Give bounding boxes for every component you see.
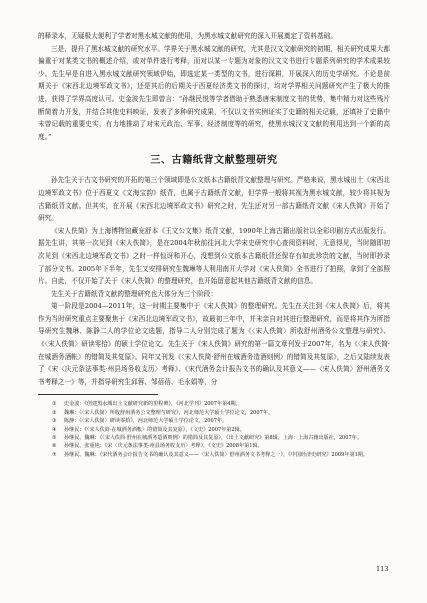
footnote: ⑤ 孙继民、魏琳：《〈宋人佚简·舒州在城酒务造酒则例〉的错简及其复原》，《出土文献研究》第8辑，上海：上海古籍出版社，2007年。 [52, 435, 362, 442]
paragraph-research-level: 三是，提升了黑水城文献的研究水平。学界关于黑水城文献的研究，尤其是汉文文献研究的初期，相关研究成果大都偏重于对某类文书的概述介绍，或对单件进行考释，而对以某一专题为对象的汉文文书进行专题系列研究的学术成果较少。先生早是自进入黑水城文献研究领域伊始，即选定某一类型的文书，进行深耕，开展深入的历史学研究。不论是前期关于《宋西北边境军政文书》，还是其后的后期关于西夏经济类文书的探讨，均对学界相关问题研究产生了极大的推进，获得了学界高度认可。史金波先生即曾言：“孙继民悦等学者借助于熟悉唐宋制度文书的优势，集中精力对这些残片断简着力开发，并结合其他史料映证，发表了多种研究成果，不仅以文书实例证实了史籍的相关记载，还填补了史籍中未曾记载的重要史实，有力地推动了对宋元政治、军事、经济制度等的研究，使黑水城汉文文献的利用达到一个新的高度。” [38, 44, 390, 141]
footnotes [38, 400, 390, 459]
footnote: ⑥ 孙继民、张重艳：《宋〈庆元条法事类·州县场务收支历〉考释》，《文史》2008年第1辑。 [52, 443, 263, 450]
paragraph-songren-yijian: 《宋人佚简》为上海博物馆藏宠舒本《王文公文集》纸背文献，1990年上海古籍出版社以全彩印刷方式出版发行。据先生讲，其第一次见到《宋人佚简》，是在2004年秋前往河北大学宋史研究中心查阅资料时，无意得见，当时随即初次见到《宋西北边境军政文书》之时一样惊讶和开心，没想到公文纸本古籍纸背还保存有如此珍贵的文献，当时即抄录了部分文书。2005年下半年，先生又安排研究生魏琳等人利用南开大学对《宋人佚简》全书进行了拍照，拿到了全部照片。自此，不仅开始了关于《宋人佚简》的整理研究，也开始留意起其他古籍纸背文献的信息。 [38, 226, 390, 286]
footnote: ③ 陈静：《〈宋人佚简〉研读零拾》，河北师范大学硕士学位论文，2007年。 [52, 418, 228, 425]
footnote: ④ 孙继民：《〈宋人佚简·在城酒务酒帐〉的错简及其复原》，《文史》2007年第2辑。 [52, 426, 245, 433]
footnote: ① 史金波：《创建黑水城出土文献研究新的里程碑》，《河北学刊》2007年第4期。 [52, 401, 241, 408]
footnote-divider [38, 394, 158, 395]
section-heading: 三、古籍纸背文献整理研究 [150, 155, 278, 167]
footnote: ② 魏琳：《〈宋人佚简〉所收舒州酒务公文整理与研究》，河北师范大学硕士学位论文，2007年。 [52, 409, 274, 416]
document-page [38, 30, 390, 459]
paragraph-continuation: 的释录本，无疑极大便利了学者对黑水城文献的使用，为黑水城文献研究的深入开展奠定了资料基础。 [38, 32, 337, 40]
paragraph-stage-one: 第一阶段是2004—2011年，这一时期主要集中于《宋人佚简》的整理研究。先生在关注到《宋人佚简》后，将其作为当时研究重点主要聚焦于《宋西北边境军政文书》，故最初三年中，并未亲自对其进行整理研究，而是将其作为所指导研究生魏琳、陈静二人的学位论文选题，指导二人分别完成了题为《〈宋人佚简〉所收舒州酒务公文整理与研究》、《〈宋人佚简〉研读零拾》的硕士学位论文。先生关于《宋人佚简》研究的第一篇文章刊发于2007年，名为《〈宋人佚简·在城酒务酒帐〉的错简及其复原》。同年又刊发《〈宋人佚简·舒州在城酒务造酒则例〉的错简及其复原》，之后又陆续发表了《宋〈庆元条法事类·州县场务收支历〉考释》、《宋代酒务会计报告文书的确认及其意义——〈宋人佚简〉舒州酒务文书考释之一》等，并指导研究生邱蓉、邹蓓蓓、毛永娟等，分 [38, 302, 390, 386]
paragraph-intro: 孙先生关于古文书研究的开拓的第三个领域即是公文纸本古籍纸背文献整理与研究。严格来说，黑水城出土《宋西北边境军政文书》位于西夏文《文海宝韵》纸背，也属于古籍纸背文献，但学界一般将其视为黑水城文献，较少将其视为古籍纸背文献。但其实，在开展《宋西北边境军政文书》研究之时，先生还对另一部古籍纸背文献《宋人佚简》开始了研究。 [38, 176, 390, 223]
page-number: 113 [376, 565, 389, 573]
paragraph-stages: 先生关于古籍纸背文献的整理研究也大体分为三个阶段： [51, 289, 218, 298]
footnote: ⑦ 孙继民、魏琳：《宋代酒务会计报告文书的确认及其意义——〈宋人佚简〉舒州酒务文书考释之一》，《中国经济史研究》2009年第1期。 [52, 451, 368, 458]
